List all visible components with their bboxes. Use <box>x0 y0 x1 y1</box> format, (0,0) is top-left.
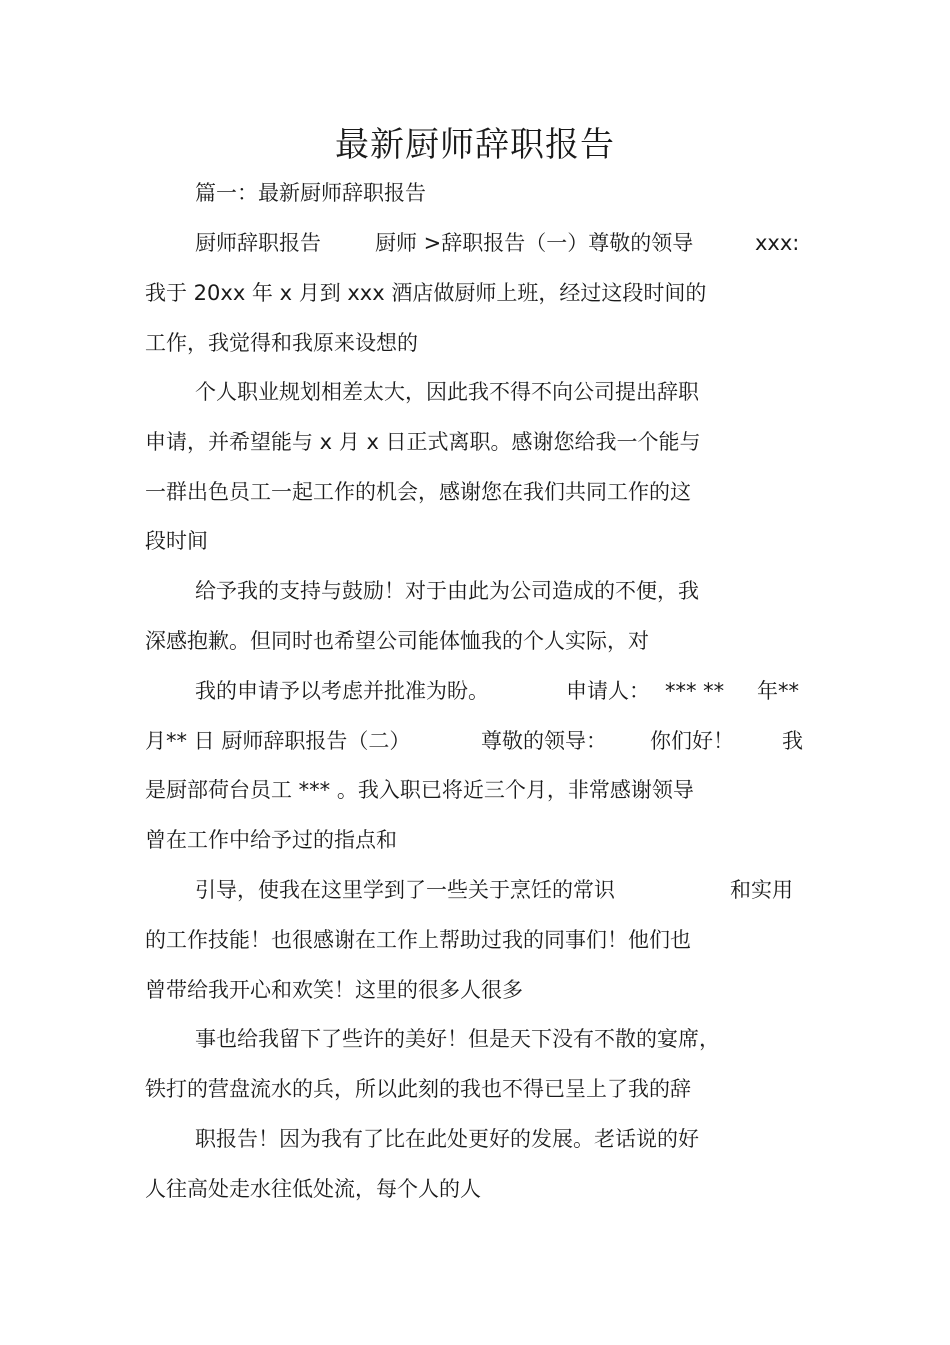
line-segment: 厨师辞职报告 <box>195 231 321 255</box>
line-segment: 月** 日 厨师辞职报告（二） <box>145 729 411 753</box>
text-line <box>195 176 426 210</box>
document-title: 最新厨师辞职报告 <box>335 125 615 165</box>
line-text: 曾在工作中给予过的指点和 <box>145 828 397 852</box>
line-segment: xxx: <box>755 231 800 255</box>
text-line <box>145 1072 691 1106</box>
line-text: 给予我的支持与鼓励！对于由此为公司造成的不便，我 <box>195 579 699 603</box>
line-text: 职报告！因为我有了比在此处更好的发展。老话说的好 <box>195 1127 699 1151</box>
line-segment: 我 <box>782 729 803 753</box>
text-line <box>145 425 701 459</box>
line-text: 段时间 <box>145 529 208 553</box>
line-segment: 申请人： <box>566 679 650 703</box>
text-line <box>145 276 706 310</box>
text-line <box>145 773 694 807</box>
text-line <box>145 326 418 360</box>
line-segment: 我的申请予以考虑并批准为盼。 <box>195 679 489 703</box>
text-line <box>195 1022 720 1056</box>
text-line <box>145 475 691 509</box>
text-line <box>145 624 649 658</box>
line-segment: *** ** <box>665 679 725 703</box>
line-segment: 引导，使我在这里学到了一些关于烹饪的常识 <box>195 878 615 902</box>
text-line <box>195 375 699 409</box>
line-text: 曾带给我开心和欢笑！这里的很多人很多 <box>145 978 523 1002</box>
text-line <box>145 923 691 957</box>
line-text: 人往高处走水往低处流，每个人的人 <box>145 1177 481 1201</box>
line-text: 我于 20xx 年 x 月到 xxx 酒店做厨师上班，经过这段时间的 <box>145 281 707 305</box>
line-text: 一群出色员工一起工作的机会，感谢您在我们共同工作的这 <box>145 480 691 504</box>
line-text: 的工作技能！也很感谢在工作上帮助过我的同事们！他们也 <box>145 928 691 952</box>
text-line <box>195 1122 699 1156</box>
line-text: 是厨部荷台员工 *** 。我入职已将近三个月，非常感谢领导 <box>145 778 694 802</box>
text-line <box>145 1172 481 1206</box>
line-segment: 和实用 <box>730 878 793 902</box>
line-segment: 尊敬的领导： <box>481 729 607 753</box>
line-text: 铁打的营盘流水的兵，所以此刻的我也不得已呈上了我的辞 <box>145 1077 691 1101</box>
line-segment: 厨师 >辞职报告（一）尊敬的领导 <box>375 231 694 255</box>
line-text: 事也给我留下了些许的美好！但是天下没有不散的宴席， <box>195 1027 720 1051</box>
text-line <box>145 524 208 558</box>
line-segment: 年** <box>757 679 799 703</box>
text-line <box>145 823 397 857</box>
line-text: 个人职业规划相差太大，因此我不得不向公司提出辞职 <box>195 380 699 404</box>
text-line <box>145 973 523 1007</box>
line-text: 篇一：最新厨师辞职报告 <box>195 181 426 205</box>
line-segment: 你们好！ <box>650 729 734 753</box>
line-text: 工作，我觉得和我原来设想的 <box>145 331 418 355</box>
text-line <box>195 574 699 608</box>
line-text: 深感抱歉。但同时也希望公司能体恤我的个人实际，对 <box>145 629 649 653</box>
line-text: 申请，并希望能与 x 月 x 日正式离职。感谢您给我一个能与 <box>145 430 701 454</box>
